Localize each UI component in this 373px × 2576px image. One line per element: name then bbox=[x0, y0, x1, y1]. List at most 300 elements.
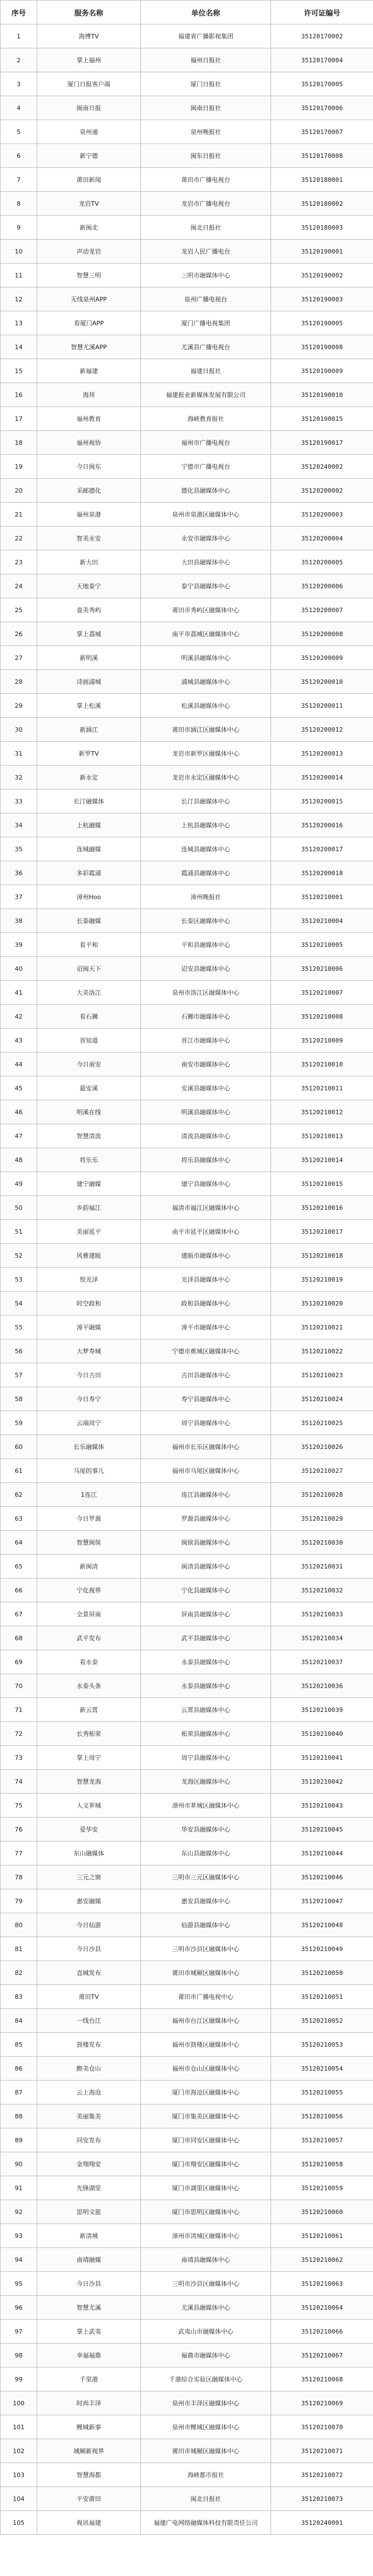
cell-seq: 35 bbox=[1, 837, 37, 861]
cell-service-name: 醉美仓山 bbox=[37, 2057, 141, 2081]
cell-organization: 尤溪县广播电视台 bbox=[141, 335, 271, 359]
cell-service-name: 采邮德化 bbox=[37, 479, 141, 503]
cell-license-number: 35120210004 bbox=[271, 909, 373, 933]
table-row bbox=[1, 1507, 373, 1531]
cell-service-name: 声动龙岩 bbox=[37, 240, 141, 264]
cell-license-number: 35120200003 bbox=[271, 503, 373, 527]
cell-license-number: 35120190002 bbox=[271, 264, 373, 287]
cell-seq: 78 bbox=[1, 1865, 37, 1889]
cell-license-number: 35120240002 bbox=[271, 455, 373, 479]
cell-seq: 40 bbox=[1, 957, 37, 981]
cell-seq: 82 bbox=[1, 1961, 37, 1985]
cell-license-number: 35120210066 bbox=[271, 2320, 373, 2344]
cell-seq: 43 bbox=[1, 1029, 37, 1053]
table-row bbox=[1, 2009, 373, 2033]
cell-seq: 93 bbox=[1, 2224, 37, 2248]
cell-seq: 104 bbox=[1, 2487, 37, 2511]
cell-organization: 福州市长乐区融媒体中心 bbox=[141, 1435, 271, 1459]
cell-seq: 26 bbox=[1, 622, 37, 646]
cell-seq: 85 bbox=[1, 2033, 37, 2057]
cell-organization: 浦城县融媒体中心 bbox=[141, 670, 271, 694]
cell-seq: 45 bbox=[1, 1076, 37, 1100]
table-row bbox=[1, 48, 373, 72]
cell-license-number: 35120210027 bbox=[271, 1459, 373, 1483]
cell-service-name: 新涵江 bbox=[37, 718, 141, 742]
cell-license-number: 35120210011 bbox=[271, 1076, 373, 1100]
cell-organization: 莆田市城厢区融媒体中心 bbox=[141, 2439, 271, 2463]
cell-organization: 华安县融媒体中心 bbox=[141, 1818, 271, 1842]
table-row bbox=[1, 1602, 373, 1626]
cell-seq: 15 bbox=[1, 359, 37, 383]
cell-license-number: 35120210033 bbox=[271, 1602, 373, 1626]
cell-license-number: 35120210019 bbox=[271, 1268, 373, 1292]
cell-service-name: 先锋湖里 bbox=[37, 2176, 141, 2200]
cell-seq: 17 bbox=[1, 407, 37, 431]
table-row bbox=[1, 2415, 373, 2439]
cell-license-number: 35120210073 bbox=[271, 2487, 373, 2511]
table-row bbox=[1, 646, 373, 670]
cell-seq: 56 bbox=[1, 1339, 37, 1363]
cell-service-name: 诏闽天下 bbox=[37, 957, 141, 981]
cell-organization: 莆田市秀屿区融媒体中心 bbox=[141, 598, 271, 622]
cell-service-name: 金翔翔安 bbox=[37, 2152, 141, 2176]
cell-service-name: 一线台江 bbox=[37, 2009, 141, 2033]
cell-seq: 67 bbox=[1, 1602, 37, 1626]
cell-organization: 龙岩市广播电视台 bbox=[141, 192, 271, 216]
header-row bbox=[1, 1, 373, 24]
table-row bbox=[1, 407, 373, 431]
cell-seq: 87 bbox=[1, 2081, 37, 2105]
cell-service-name: 新云霄 bbox=[37, 1698, 141, 1722]
cell-service-name: 漳平融媒 bbox=[37, 1316, 141, 1339]
cell-license-number: 35120210037 bbox=[271, 1650, 373, 1674]
table-row bbox=[1, 2105, 373, 2128]
cell-seq: 52 bbox=[1, 1244, 37, 1268]
cell-service-name: 风雅建瓯 bbox=[37, 1244, 141, 1268]
cell-organization: 漳州晚报社 bbox=[141, 885, 271, 909]
cell-organization: 尤溪县融媒体中心 bbox=[141, 2296, 271, 2320]
cell-organization: 古田县融媒体中心 bbox=[141, 1363, 271, 1387]
cell-service-name: 1连江 bbox=[37, 1483, 141, 1507]
cell-license-number: 35120200010 bbox=[271, 670, 373, 694]
cell-organization: 海峡都市报社 bbox=[141, 2463, 271, 2487]
cell-organization: 厦门广播电视集团 bbox=[141, 311, 271, 335]
cell-service-name: 永泰头条 bbox=[37, 1674, 141, 1698]
cell-service-name: 长秀柘荣 bbox=[37, 1722, 141, 1746]
cell-service-name: 时空政和 bbox=[37, 1292, 141, 1316]
table-row bbox=[1, 1531, 373, 1555]
cell-license-number: 35120170004 bbox=[271, 48, 373, 72]
cell-organization: 福州市马尾区融媒体中心 bbox=[141, 1459, 271, 1483]
cell-license-number: 35120210013 bbox=[271, 1124, 373, 1148]
cell-seq: 70 bbox=[1, 1674, 37, 1698]
cell-organization: 三明市融媒体中心 bbox=[141, 264, 271, 287]
table-row bbox=[1, 2439, 373, 2463]
cell-seq: 4 bbox=[1, 96, 37, 120]
cell-license-number: 35120200004 bbox=[271, 527, 373, 550]
cell-organization: 将乐县融媒体中心 bbox=[141, 1148, 271, 1172]
cell-service-name: 智慧龙海 bbox=[37, 1770, 141, 1794]
cell-license-number: 35120210026 bbox=[271, 1435, 373, 1459]
cell-organization: 仙游县融媒体中心 bbox=[141, 1913, 271, 1937]
cell-organization: 清流县融媒体中心 bbox=[141, 1124, 271, 1148]
cell-organization: 莆田市城厢区融媒体中心 bbox=[141, 1961, 271, 1985]
cell-organization: 柘荣县融媒体中心 bbox=[141, 1722, 271, 1746]
cell-license-number: 35120210052 bbox=[271, 2009, 373, 2033]
cell-seq: 38 bbox=[1, 909, 37, 933]
cell-service-name: 今日罗源 bbox=[37, 1507, 141, 1531]
cell-service-name: 同安发布 bbox=[37, 2128, 141, 2152]
cell-license-number: 35120190005 bbox=[271, 311, 373, 335]
cell-seq: 7 bbox=[1, 168, 37, 192]
table-row bbox=[1, 2463, 373, 2487]
cell-service-name: 海博TV bbox=[37, 24, 141, 48]
cell-license-number: 35120210056 bbox=[271, 2105, 373, 2128]
cell-organization: 闽南日报社 bbox=[141, 96, 271, 120]
cell-license-number: 35120210015 bbox=[271, 1172, 373, 1196]
cell-license-number: 35120200005 bbox=[271, 550, 373, 574]
cell-organization: 云霄县融媒体中心 bbox=[141, 1698, 271, 1722]
cell-license-number: 35120210014 bbox=[271, 1148, 373, 1172]
table-row bbox=[1, 192, 373, 216]
table-row bbox=[1, 96, 373, 120]
cell-organization: 惠安县融媒体中心 bbox=[141, 1889, 271, 1913]
cell-license-number: 35120200018 bbox=[271, 861, 373, 885]
table-row bbox=[1, 1292, 373, 1316]
cell-service-name: 连城融媒 bbox=[37, 837, 141, 861]
cell-organization: 莆田市广播电视中心 bbox=[141, 1985, 271, 2009]
cell-seq: 88 bbox=[1, 2105, 37, 2128]
cell-seq: 42 bbox=[1, 1005, 37, 1029]
cell-organization: 宁化县融媒体中心 bbox=[141, 1579, 271, 1602]
cell-service-name: 新罗TV bbox=[37, 742, 141, 766]
table-row bbox=[1, 742, 373, 766]
cell-organization: 厦门市湖里区融媒体中心 bbox=[141, 2176, 271, 2200]
cell-service-name: 今日仙游 bbox=[37, 1913, 141, 1937]
cell-organization: 南靖县融媒体中心 bbox=[141, 2248, 271, 2272]
table-row bbox=[1, 933, 373, 957]
cell-seq: 31 bbox=[1, 742, 37, 766]
cell-seq: 62 bbox=[1, 1483, 37, 1507]
cell-seq: 28 bbox=[1, 670, 37, 694]
table-row bbox=[1, 1937, 373, 1961]
cell-license-number: 35120190017 bbox=[271, 431, 373, 455]
cell-license-number: 35120210042 bbox=[271, 1770, 373, 1794]
cell-license-number: 35120210053 bbox=[271, 2033, 373, 2057]
cell-organization: 建瓯市融媒体中心 bbox=[141, 1244, 271, 1268]
table-row bbox=[1, 598, 373, 622]
table-row bbox=[1, 455, 373, 479]
cell-organization: 福州市台江区融媒体中心 bbox=[141, 2009, 271, 2033]
cell-organization: 泉州广播电视台 bbox=[141, 287, 271, 311]
table-row bbox=[1, 670, 373, 694]
cell-license-number: 35120210054 bbox=[271, 2057, 373, 2081]
cell-service-name: 新明溪 bbox=[37, 646, 141, 670]
cell-organization: 千港综合实验区融媒体中心 bbox=[141, 2367, 271, 2391]
cell-organization: 福清市福江区融媒体中心 bbox=[141, 1196, 271, 1220]
cell-license-number: 35120210057 bbox=[271, 2128, 373, 2152]
cell-seq: 80 bbox=[1, 1913, 37, 1937]
cell-license-number: 35120210068 bbox=[271, 2367, 373, 2391]
cell-organization: 宁德市广播电视台 bbox=[141, 455, 271, 479]
cell-seq: 21 bbox=[1, 503, 37, 527]
cell-service-name: 莆田新闻 bbox=[37, 168, 141, 192]
cell-organization: 永安市融媒体中心 bbox=[141, 527, 271, 550]
cell-seq: 101 bbox=[1, 2415, 37, 2439]
cell-organization: 武夷山市融媒体中心 bbox=[141, 2320, 271, 2344]
table-row bbox=[1, 550, 373, 574]
cell-service-name: 智慧海都 bbox=[37, 2463, 141, 2487]
cell-license-number: 35120200017 bbox=[271, 837, 373, 861]
cell-seq: 55 bbox=[1, 1316, 37, 1339]
table-row bbox=[1, 2272, 373, 2296]
cell-service-name: 东山融媒体 bbox=[37, 1842, 141, 1865]
cell-organization: 莆田市涵江区融媒体中心 bbox=[141, 718, 271, 742]
cell-license-number: 35120200011 bbox=[271, 694, 373, 718]
cell-organization: 松溪县融媒体中心 bbox=[141, 694, 271, 718]
cell-seq: 72 bbox=[1, 1722, 37, 1746]
cell-license-number: 35120200014 bbox=[271, 766, 373, 790]
table-row bbox=[1, 694, 373, 718]
cell-organization: 龙岩人民广播电台 bbox=[141, 240, 271, 264]
table-row bbox=[1, 1268, 373, 1292]
cell-license-number: 35120170006 bbox=[271, 96, 373, 120]
cell-service-name: 看石狮 bbox=[37, 1005, 141, 1029]
table-row bbox=[1, 431, 373, 455]
cell-service-name: 看平和 bbox=[37, 933, 141, 957]
table-row bbox=[1, 311, 373, 335]
cell-license-number: 35120210067 bbox=[271, 2344, 373, 2367]
cell-organization: 南平市荔城区融媒体中心 bbox=[141, 622, 271, 646]
table-row bbox=[1, 2248, 373, 2272]
table-row bbox=[1, 1483, 373, 1507]
cell-service-name: 福州视协 bbox=[37, 431, 141, 455]
cell-service-name: 智慧闽侯 bbox=[37, 1531, 141, 1555]
cell-service-name: 悦光泽 bbox=[37, 1268, 141, 1292]
cell-seq: 68 bbox=[1, 1626, 37, 1650]
cell-license-number: 35120180001 bbox=[271, 168, 373, 192]
cell-service-name: 多彩霞浦 bbox=[37, 861, 141, 885]
cell-license-number: 35120210048 bbox=[271, 1913, 373, 1937]
cell-seq: 105 bbox=[1, 2511, 37, 2535]
cell-license-number: 35120210028 bbox=[271, 1483, 373, 1507]
cell-service-name: 智慧尤溪 bbox=[37, 2296, 141, 2320]
cell-seq: 61 bbox=[1, 1459, 37, 1483]
cell-license-number: 35120210036 bbox=[271, 1674, 373, 1698]
cell-license-number: 35120170005 bbox=[271, 72, 373, 96]
table-row bbox=[1, 264, 373, 287]
cell-seq: 19 bbox=[1, 455, 37, 479]
cell-service-name: 全景屏南 bbox=[37, 1602, 141, 1626]
cell-license-number: 35120190001 bbox=[271, 240, 373, 264]
cell-seq: 8 bbox=[1, 192, 37, 216]
table-row bbox=[1, 1148, 373, 1172]
table-row bbox=[1, 216, 373, 240]
cell-license-number: 35120210001 bbox=[271, 885, 373, 909]
cell-license-number: 35120210041 bbox=[271, 1746, 373, 1770]
table-row bbox=[1, 1029, 373, 1053]
cell-service-name: 千里港 bbox=[37, 2367, 141, 2391]
cell-service-name: 爱华安 bbox=[37, 1818, 141, 1842]
cell-seq: 29 bbox=[1, 694, 37, 718]
cell-organization: 闽侯县融媒体中心 bbox=[141, 1531, 271, 1555]
cell-license-number: 35120210018 bbox=[271, 1244, 373, 1268]
cell-seq: 69 bbox=[1, 1650, 37, 1674]
table-row bbox=[1, 2296, 373, 2320]
cell-license-number: 35120210029 bbox=[271, 1507, 373, 1531]
cell-service-name: 最安溪 bbox=[37, 1076, 141, 1100]
cell-seq: 50 bbox=[1, 1196, 37, 1220]
cell-organization: 福州日报社 bbox=[141, 48, 271, 72]
cell-organization: 福州市鼓楼区融媒体中心 bbox=[141, 2033, 271, 2057]
cell-service-name: 智慧尤溪APP bbox=[37, 335, 141, 359]
cell-service-name: 智美永安 bbox=[37, 527, 141, 550]
cell-seq: 98 bbox=[1, 2344, 37, 2367]
cell-organization: 安溪县融媒体中心 bbox=[141, 1076, 271, 1100]
cell-service-name: 大梦寿城 bbox=[37, 1339, 141, 1363]
table-row bbox=[1, 1889, 373, 1913]
table-row bbox=[1, 527, 373, 550]
cell-organization: 三明市三元区融媒体中心 bbox=[141, 1865, 271, 1889]
table-row bbox=[1, 479, 373, 503]
cell-seq: 23 bbox=[1, 550, 37, 574]
table-row bbox=[1, 1722, 373, 1746]
cell-service-name: 福州泉港 bbox=[37, 503, 141, 527]
table-row bbox=[1, 1196, 373, 1220]
cell-license-number: 35120210016 bbox=[271, 1196, 373, 1220]
cell-service-name: 新清城 bbox=[37, 2224, 141, 2248]
cell-seq: 63 bbox=[1, 1507, 37, 1531]
cell-seq: 59 bbox=[1, 1411, 37, 1435]
table-row bbox=[1, 2176, 373, 2200]
cell-seq: 83 bbox=[1, 1985, 37, 2009]
cell-service-name: 天地泰宁 bbox=[37, 574, 141, 598]
cell-service-name: 看永泰 bbox=[37, 1650, 141, 1674]
cell-organization: 福建日报社 bbox=[141, 359, 271, 383]
cell-license-number: 35120200007 bbox=[271, 598, 373, 622]
cell-service-name: 南靖融媒 bbox=[37, 2248, 141, 2272]
cell-organization: 南安市融媒体中心 bbox=[141, 1053, 271, 1076]
table-row bbox=[1, 240, 373, 264]
cell-service-name: 云上海沧 bbox=[37, 2081, 141, 2105]
cell-license-number: 35120200013 bbox=[271, 742, 373, 766]
cell-organization: 莆田市广播电视台 bbox=[141, 168, 271, 192]
cell-organization: 光泽县融媒体中心 bbox=[141, 1268, 271, 1292]
table-row bbox=[1, 2367, 373, 2391]
cell-seq: 96 bbox=[1, 2296, 37, 2320]
cell-organization: 厦门市同安区融媒体中心 bbox=[141, 2128, 271, 2152]
table-row bbox=[1, 813, 373, 837]
cell-service-name: 上杭融媒 bbox=[37, 813, 141, 837]
cell-service-name: 三元之窗 bbox=[37, 1865, 141, 1889]
cell-organization: 漳州市清城区融媒体中心 bbox=[141, 2224, 271, 2248]
cell-service-name: 长汀融媒体 bbox=[37, 790, 141, 813]
cell-seq: 49 bbox=[1, 1172, 37, 1196]
table-row bbox=[1, 1794, 373, 1818]
cell-service-name: 惠安融媒 bbox=[37, 1889, 141, 1913]
cell-license-number: 35120190015 bbox=[271, 407, 373, 431]
cell-license-number: 35120210072 bbox=[271, 2463, 373, 2487]
header-seq: 序号 bbox=[1, 1, 37, 24]
table-row bbox=[1, 383, 373, 407]
table-header bbox=[1, 1, 373, 24]
cell-seq: 44 bbox=[1, 1053, 37, 1076]
cell-seq: 51 bbox=[1, 1220, 37, 1244]
cell-seq: 76 bbox=[1, 1818, 37, 1842]
cell-seq: 37 bbox=[1, 885, 37, 909]
cell-organization: 霞浦县融媒体中心 bbox=[141, 861, 271, 885]
cell-organization: 海峡教育报社 bbox=[141, 407, 271, 431]
cell-organization: 厦门市翔安区融媒体中心 bbox=[141, 2152, 271, 2176]
cell-service-name: 厦门日报客户端 bbox=[37, 72, 141, 96]
cell-service-name: 今日沙县 bbox=[37, 1937, 141, 1961]
table-row bbox=[1, 2487, 373, 2511]
table-row bbox=[1, 72, 373, 96]
table-row bbox=[1, 335, 373, 359]
cell-seq: 27 bbox=[1, 646, 37, 670]
cell-organization: 明溪县融媒体中心 bbox=[141, 646, 271, 670]
cell-service-name: 漳州Hoo bbox=[37, 885, 141, 909]
cell-organization: 泉州市洛江区融媒体中心 bbox=[141, 981, 271, 1005]
table-row bbox=[1, 2391, 373, 2415]
table-row bbox=[1, 1339, 373, 1363]
cell-organization: 大田县融媒体中心 bbox=[141, 550, 271, 574]
cell-organization: 长汀县融媒体中心 bbox=[141, 790, 271, 813]
cell-organization: 龙岩市永定区融媒体中心 bbox=[141, 766, 271, 790]
table-row bbox=[1, 2320, 373, 2344]
cell-organization: 永泰县融媒体中心 bbox=[141, 1674, 271, 1698]
cell-license-number: 35120210032 bbox=[271, 1579, 373, 1602]
table-row bbox=[1, 1985, 373, 2009]
table-row bbox=[1, 1244, 373, 1268]
table-row bbox=[1, 766, 373, 790]
cell-seq: 12 bbox=[1, 287, 37, 311]
cell-organization: 福州市仓山区融媒体中心 bbox=[141, 2057, 271, 2081]
table-row bbox=[1, 1411, 373, 1435]
cell-license-number: 35120210005 bbox=[271, 933, 373, 957]
cell-seq: 66 bbox=[1, 1579, 37, 1602]
table-row bbox=[1, 1435, 373, 1459]
table-row bbox=[1, 1316, 373, 1339]
table-row bbox=[1, 837, 373, 861]
cell-service-name: 新闽北 bbox=[37, 216, 141, 240]
cell-organization: 长泰区融媒体中心 bbox=[141, 909, 271, 933]
table-row bbox=[1, 1818, 373, 1842]
cell-service-name: 将乐乐 bbox=[37, 1148, 141, 1172]
cell-service-name: 直城发布 bbox=[37, 1961, 141, 1985]
cell-seq: 79 bbox=[1, 1889, 37, 1913]
cell-organization: 闽北日报社 bbox=[141, 2487, 271, 2511]
cell-seq: 90 bbox=[1, 2152, 37, 2176]
cell-organization: 周宁县融媒体中心 bbox=[141, 1411, 271, 1435]
table-row bbox=[1, 1770, 373, 1794]
cell-service-name: 城厢新视界 bbox=[37, 2439, 141, 2463]
cell-service-name: 幸福福鼎 bbox=[37, 2344, 141, 2367]
cell-seq: 3 bbox=[1, 72, 37, 96]
cell-license-number: 35120200006 bbox=[271, 574, 373, 598]
cell-seq: 33 bbox=[1, 790, 37, 813]
cell-organization: 龙岩市新罗区融媒体中心 bbox=[141, 742, 271, 766]
cell-organization: 泉州晚报社 bbox=[141, 120, 271, 144]
cell-seq: 103 bbox=[1, 2463, 37, 2487]
table-row bbox=[1, 24, 373, 48]
table-row bbox=[1, 718, 373, 742]
cell-seq: 95 bbox=[1, 2272, 37, 2296]
cell-license-number: 35120210009 bbox=[271, 1029, 373, 1053]
cell-service-name: 鲤城新事 bbox=[37, 2415, 141, 2439]
table-row bbox=[1, 1005, 373, 1029]
cell-license-number: 35120240001 bbox=[271, 2511, 373, 2535]
